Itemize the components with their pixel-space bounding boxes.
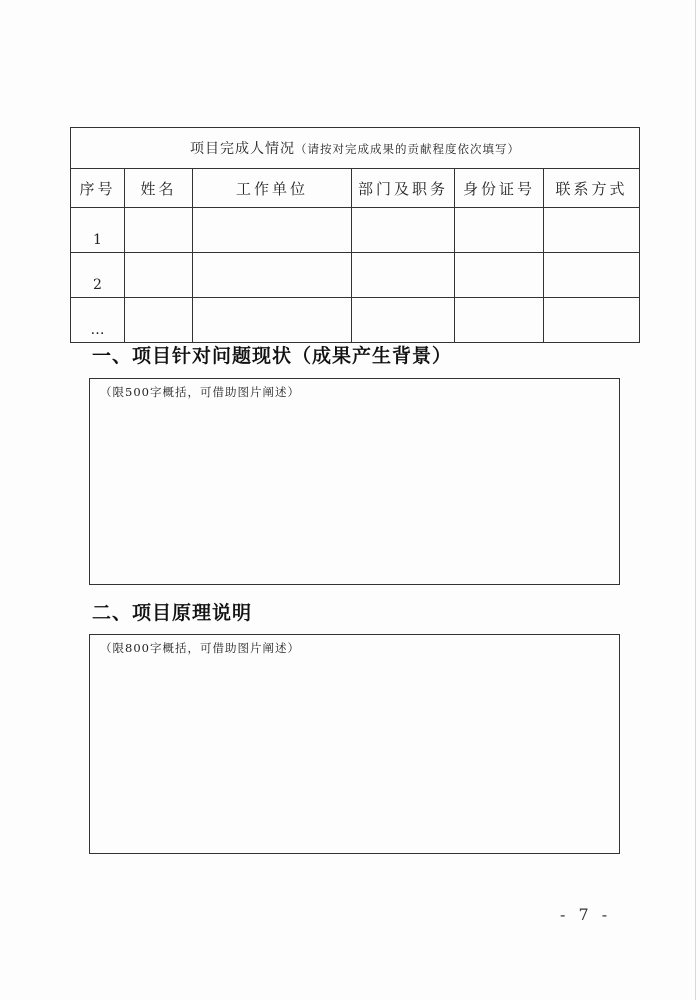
header-contact: 联系方式 bbox=[544, 169, 640, 208]
header-id-number: 身份证号 bbox=[455, 169, 544, 208]
cell-contact[interactable] bbox=[544, 298, 640, 343]
cell-department-title[interactable] bbox=[352, 208, 455, 253]
header-index: 序号 bbox=[71, 169, 125, 208]
cell-employer[interactable] bbox=[193, 208, 352, 253]
section-hint-background: （限500字概括，可借助图片阐述） bbox=[100, 385, 300, 399]
cell-name[interactable] bbox=[125, 208, 193, 253]
cell-name[interactable] bbox=[125, 298, 193, 343]
cell-employer[interactable] bbox=[193, 298, 352, 343]
header-name: 姓名 bbox=[125, 169, 193, 208]
row-index: … bbox=[71, 298, 125, 343]
page-number: - 7 - bbox=[560, 905, 612, 924]
table-caption-row bbox=[71, 128, 640, 169]
section-hint-principle: （限800字概括，可借助图片阐述） bbox=[100, 641, 300, 655]
project-members-table bbox=[70, 127, 640, 343]
cell-department-title[interactable] bbox=[352, 253, 455, 298]
section-box-background[interactable] bbox=[89, 378, 620, 585]
cell-department-title[interactable] bbox=[352, 298, 455, 343]
section-heading-background: 一、项目针对问题现状（成果产生背景） bbox=[92, 345, 453, 367]
row-index: 1 bbox=[71, 208, 125, 253]
row-index: 2 bbox=[71, 253, 125, 298]
table-caption-main: 项目完成人情况 bbox=[190, 141, 296, 157]
section-heading-principle: 二、项目原理说明 bbox=[92, 602, 253, 624]
table-row bbox=[71, 208, 640, 253]
cell-employer[interactable] bbox=[193, 253, 352, 298]
header-employer: 工作单位 bbox=[193, 169, 352, 208]
cell-contact[interactable] bbox=[544, 208, 640, 253]
cell-id-number[interactable] bbox=[455, 208, 544, 253]
section-box-principle[interactable] bbox=[89, 634, 620, 854]
table-caption-note: （请按对完成成果的贡献程度依次填写） bbox=[295, 142, 521, 156]
table-row bbox=[71, 253, 640, 298]
cell-id-number[interactable] bbox=[455, 253, 544, 298]
table-header-row bbox=[71, 169, 640, 208]
cell-name[interactable] bbox=[125, 253, 193, 298]
header-department-title: 部门及职务 bbox=[352, 169, 455, 208]
table-caption bbox=[71, 128, 640, 169]
page-edge bbox=[695, 0, 696, 1000]
cell-id-number[interactable] bbox=[455, 298, 544, 343]
cell-contact[interactable] bbox=[544, 253, 640, 298]
table-row bbox=[71, 298, 640, 343]
